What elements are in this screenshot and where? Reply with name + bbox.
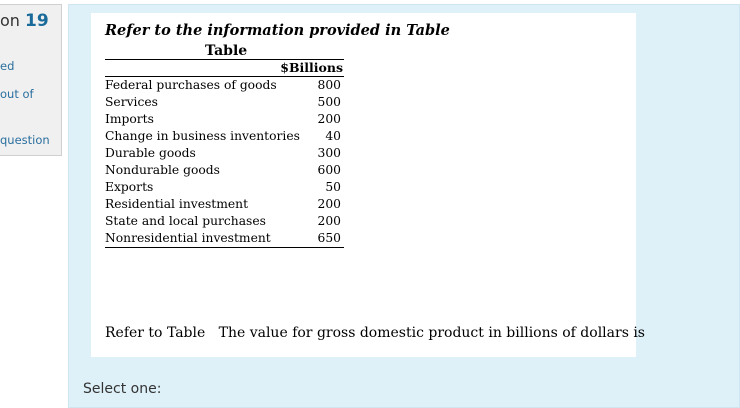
select-one-label: Select one: bbox=[83, 381, 162, 397]
table-row bbox=[105, 94, 344, 111]
row-value: 800 bbox=[317, 78, 341, 92]
table-row bbox=[105, 77, 344, 95]
row-label: Nondurable goods bbox=[105, 163, 220, 177]
row-value: 200 bbox=[317, 214, 341, 228]
question-card bbox=[91, 13, 645, 357]
row-label: Durable goods bbox=[105, 146, 196, 160]
question-number bbox=[0, 11, 49, 31]
row-value: 500 bbox=[317, 95, 341, 109]
question-prefix: on bbox=[0, 11, 20, 30]
question-info-panel bbox=[0, 4, 62, 156]
row-value: 200 bbox=[317, 112, 341, 126]
question-content-area bbox=[68, 4, 740, 408]
gdp-data-table bbox=[105, 59, 344, 248]
table-row bbox=[105, 179, 344, 196]
table-row bbox=[105, 162, 344, 179]
table-row bbox=[105, 213, 344, 230]
question-status: ed bbox=[0, 59, 15, 73]
table-row bbox=[105, 111, 344, 128]
row-label: Exports bbox=[105, 180, 154, 194]
row-label: Nonresidential investment bbox=[105, 230, 315, 248]
row-value: 50 bbox=[325, 180, 341, 194]
question-number-value: 19 bbox=[25, 11, 49, 31]
question-prompt-text: Refer to Table The value for gross domestic product in billions of dollars is bbox=[105, 325, 645, 341]
row-label: Imports bbox=[105, 112, 154, 126]
row-label: Residential investment bbox=[105, 197, 249, 211]
row-value: 40 bbox=[325, 129, 341, 143]
table-row bbox=[105, 196, 344, 213]
question-prompt bbox=[105, 325, 645, 341]
row-value: 200 bbox=[317, 197, 341, 211]
question-intro: Refer to the information provided in Table bbox=[105, 22, 450, 39]
table-row bbox=[105, 128, 344, 145]
row-value: 650 bbox=[315, 230, 344, 248]
table-title: Table bbox=[205, 43, 248, 59]
flag-question-link[interactable]: question bbox=[0, 133, 50, 147]
table-row bbox=[105, 145, 344, 162]
row-label: Change in business inventories bbox=[105, 129, 300, 143]
table-row bbox=[105, 230, 344, 248]
row-label: Federal purchases of goods bbox=[105, 78, 277, 92]
question-marks: out of bbox=[0, 87, 34, 101]
row-value: 300 bbox=[317, 146, 341, 160]
table-header-row bbox=[105, 59, 344, 77]
row-label: Services bbox=[105, 95, 158, 109]
row-label: State and local purchases bbox=[105, 214, 266, 228]
row-value: 600 bbox=[317, 163, 341, 177]
table-header-billions: $Billions bbox=[105, 59, 344, 77]
